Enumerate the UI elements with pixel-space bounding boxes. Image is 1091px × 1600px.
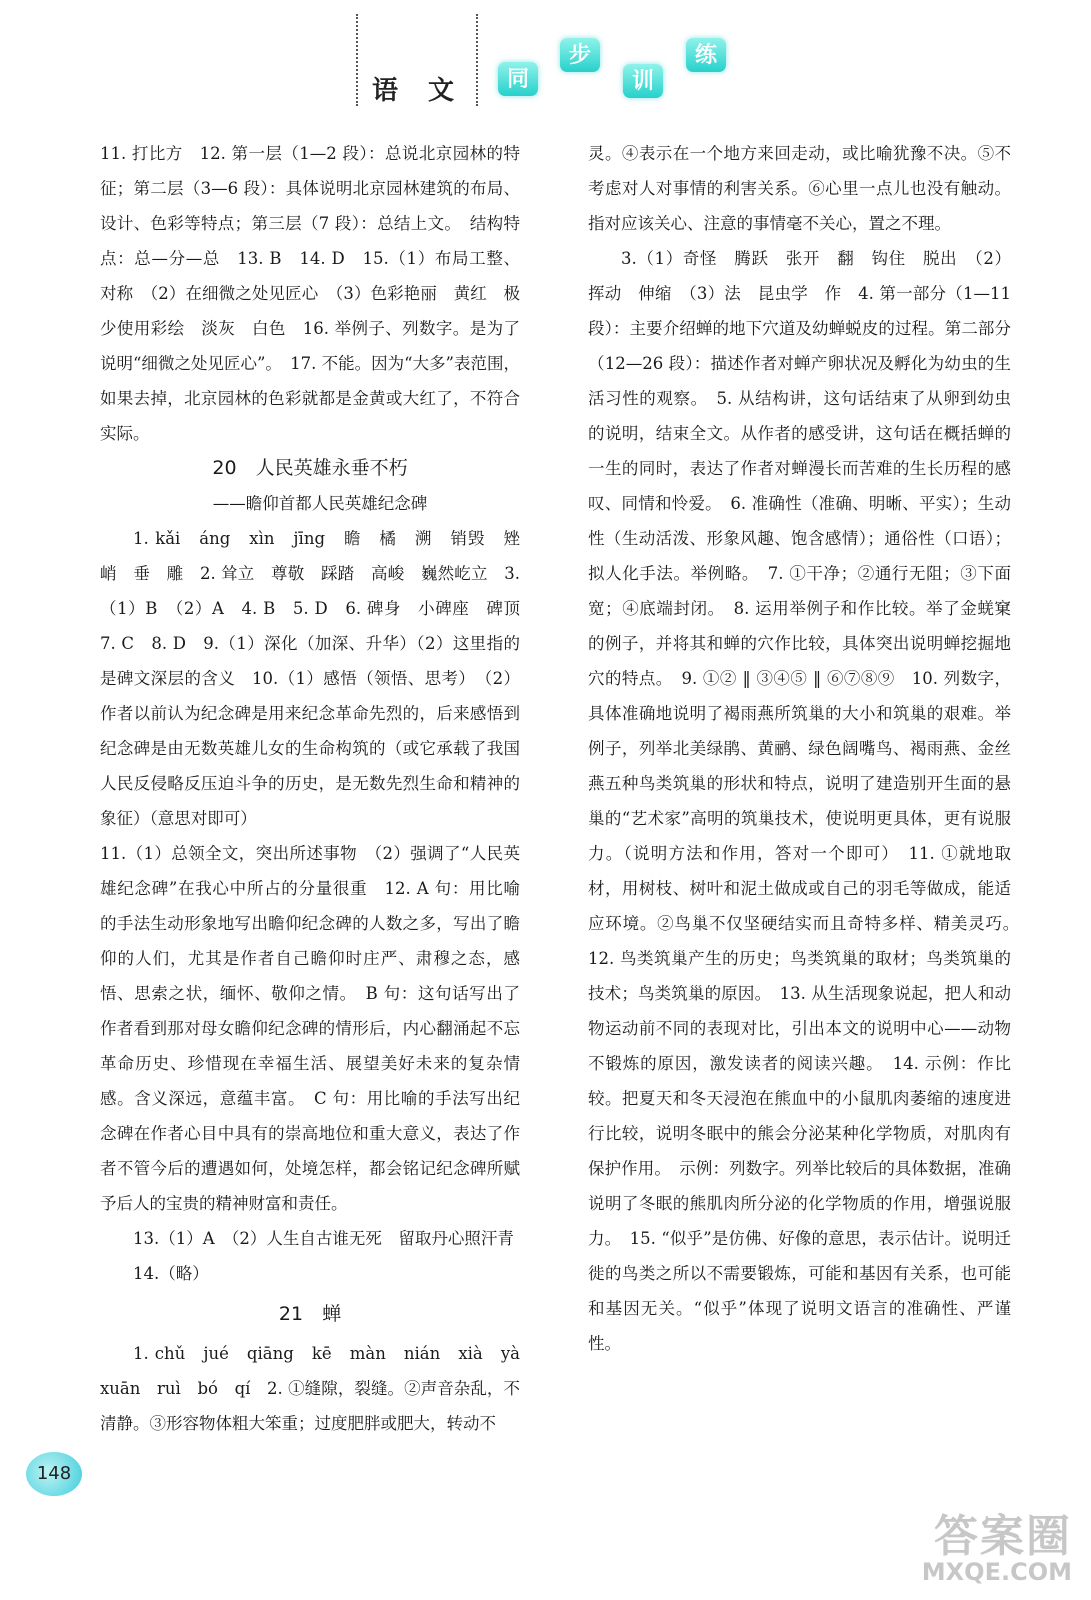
badge-lian: 练: [686, 38, 726, 72]
page-header: [0, 0, 1091, 120]
badge-xun: 训: [623, 64, 663, 98]
right-column: [588, 136, 1028, 1361]
section-21-title: 21 蝉: [278, 1303, 342, 1325]
answer-block-20b: 11.（1）总领全文，突出所述事物 （2）强调了“人民英雄纪念碑”在我心中所占的分量很重 12. A 句：用比喻的手法生动形象地写出瞻仰纪念碑的人数之多，写出了瞻仰的人们，尤其是作者自己瞻仰时庄严、肃穆之态，感悟、思索之状，缅怀、敬仰之情。 B 句：这句话写出了作者看到那对母女瞻仰纪念碑的情形后，内心翻涌起不忘革命历史、珍惜现在幸福生活、展望美好未来的复杂情感。含义深远，意蕴丰富。 C 句：用比喻的手法写出纪念碑在作者心目中具有的崇高地位和重大意义，表达了作者不管今后的遭遇如何，处境怎样，都会铭记纪念碑所赋予后人的宝贵的精神财富和责任。: [100, 844, 520, 1213]
left-column: [100, 136, 537, 1441]
section-20-title: 20 人民英雄永垂不朽: [212, 457, 408, 479]
header-divider-left: [356, 14, 358, 106]
section-20-subtitle: ——瞻仰首都人民英雄纪念碑: [212, 494, 428, 513]
answer-block-21b: 灵。④表示在一个地方来回走动，或比喻犹豫不决。⑤不考虑对人对事情的利害关系。⑥心里一点儿也没有触动。指对应该关心、注意的事情毫不关心，置之不理。: [588, 144, 1011, 233]
answer-block-21c: 3.（1）奇怪 腾跃 张开 翻 钩住 脱出 （2）挥动 伸缩 （3）法 昆虫学 作 4. 第一部分（1—11 段）：主要介绍蝉的地下穴道及幼蝉蜕皮的过程。第二部分（12—26 段）：描述作者对蝉产卵状况及孵化为幼虫的生活习性的观察。 5. 从结构讲，这句话结束了从卵到幼虫的说明，结束全文。从作者的感受讲，这句话在概括蝉的一生的同时，表达了作者对蝉漫长而苦难的生长历程的感叹、同情和怜爱。 6. 准确性（准确、明晰、平实）；生动性（生动活泼、形象风趣、饱含感情）；通俗性（口语）；拟人化手法。举例略。 7. ①干净；②通行无阻；③下面宽；④底端封闭。 8. 运用举例子和作比较。举了金蜣窠的例子，并将其和蝉的穴作比较，具体突出说明蝉挖掘地穴的特点。 9. ①② ‖ ③④⑤ ‖ ⑥⑦⑧⑨ 10. 列数字，具体准确地说明了褐雨燕所筑巢的大小和筑巢的艰难。举例子，列举北美绿鹃、黄鹂、绿色阔嘴鸟、褐雨燕、金丝燕五种鸟类筑巢的形状和特点，说明了建造别开生面的悬巢的“艺术家”高明的筑巢技术，使说明更具体，更有说服力。（说明方法和作用，答对一个即可） 11. ①就地取材，用树枝、树叶和泥土做成或自己的羽毛等做成，能适应环境。②鸟巢不仅坚硬结实而且奇特多样、精美灵巧。 12. 鸟类筑巢产生的历史；鸟类筑巢的取材；鸟类筑巢的技术；鸟类筑巢的原因。 13. 从生活现象说起，把人和动物运动前不同的表现对比，引出本文的说明中心——动物不锻炼的原因，激发读者的阅读兴趣。 14. 示例：作比较。把夏天和冬天浸泡在熊血中的小鼠肌肉萎缩的速度进行比较，说明冬眠中的熊会分泌某种化学物质，对肌肉有保护作用。 示例：列数字。列举比较后的具体数据，准确说明了冬眠的熊肌肉所分泌的化学物质的作用，增强说服力。 15. “似乎”是仿佛、好像的意思，表示估计。说明迁徙的鸟类之所以不需要锻炼，可能和基因有关系，也可能和基因无关。“似乎”体现了说明文语言的准确性、严谨性。: [588, 249, 1028, 1353]
answer-block-20c: 13.（1）A （2）人生自古谁无死 留取丹心照汗青: [133, 1229, 514, 1248]
badge-bu: 步: [560, 38, 600, 72]
answer-block-20a: 1. kǎi áng xìn jīng 瞻 橘 溯 销毁 矬 峭 垂 雕 2. 耸立 尊敬 踩踏 高峻 巍然屹立 3.（1）B （2）A 4. B 5. D 6. 碑身 小碑座 碑顶 7. C 8. D 9.（1）深化（加深、升华）（2）这里指的是碑文深层的含义 10.（1）感悟（领悟、思考） （2）作者以前认为纪念碑是用来纪念革命先烈的，后来感悟到纪念碑是由无数英雄儿女的生命构筑的（或它承载了我国人民反侵略反压迫斗争的历史，是无数先烈生命和精神的象征）（意思对即可）: [100, 529, 537, 828]
answer-block-21a: 1. chǔ jué qiāng kē màn nián xià yà xuān ruì bó qí 2. ①缝隙，裂缝。②声音杂乱，不清静。③形容物体粗大笨重；过度肥胖或肥大，转动不: [100, 1344, 537, 1433]
badge-tong: 同: [498, 62, 538, 96]
page-number: 148: [26, 1452, 82, 1496]
watermark-logo: [892, 1500, 1072, 1590]
subject-label: 语文: [372, 76, 485, 106]
answer-block-19-end: 11. 打比方 12. 第一层（1—2 段）：总说北京园林的特征；第二层（3—6 段）：具体说明北京园林建筑的布局、设计、色彩等特点；第三层（7 段）：总结上文。 结构特点：总—分—总 13. B 14. D 15.（1）布局工整、对称 （2）在细微之处见匠心 （3）色彩艳丽 黄红 极少使用彩绘 淡灰 白色 16. 举例子、列数字。是为了说明“细微之处见匠心”。 17. 不能。因为“大多”表范围，如果去掉，北京园林的色彩就都是金黄或大红了，不符合实际。: [100, 144, 520, 443]
watermark-url: MXQE.COM: [921, 1558, 1072, 1586]
answer-block-20d: 14.（略）: [133, 1264, 209, 1283]
watermark-text: 答案圈: [934, 1511, 1072, 1562]
